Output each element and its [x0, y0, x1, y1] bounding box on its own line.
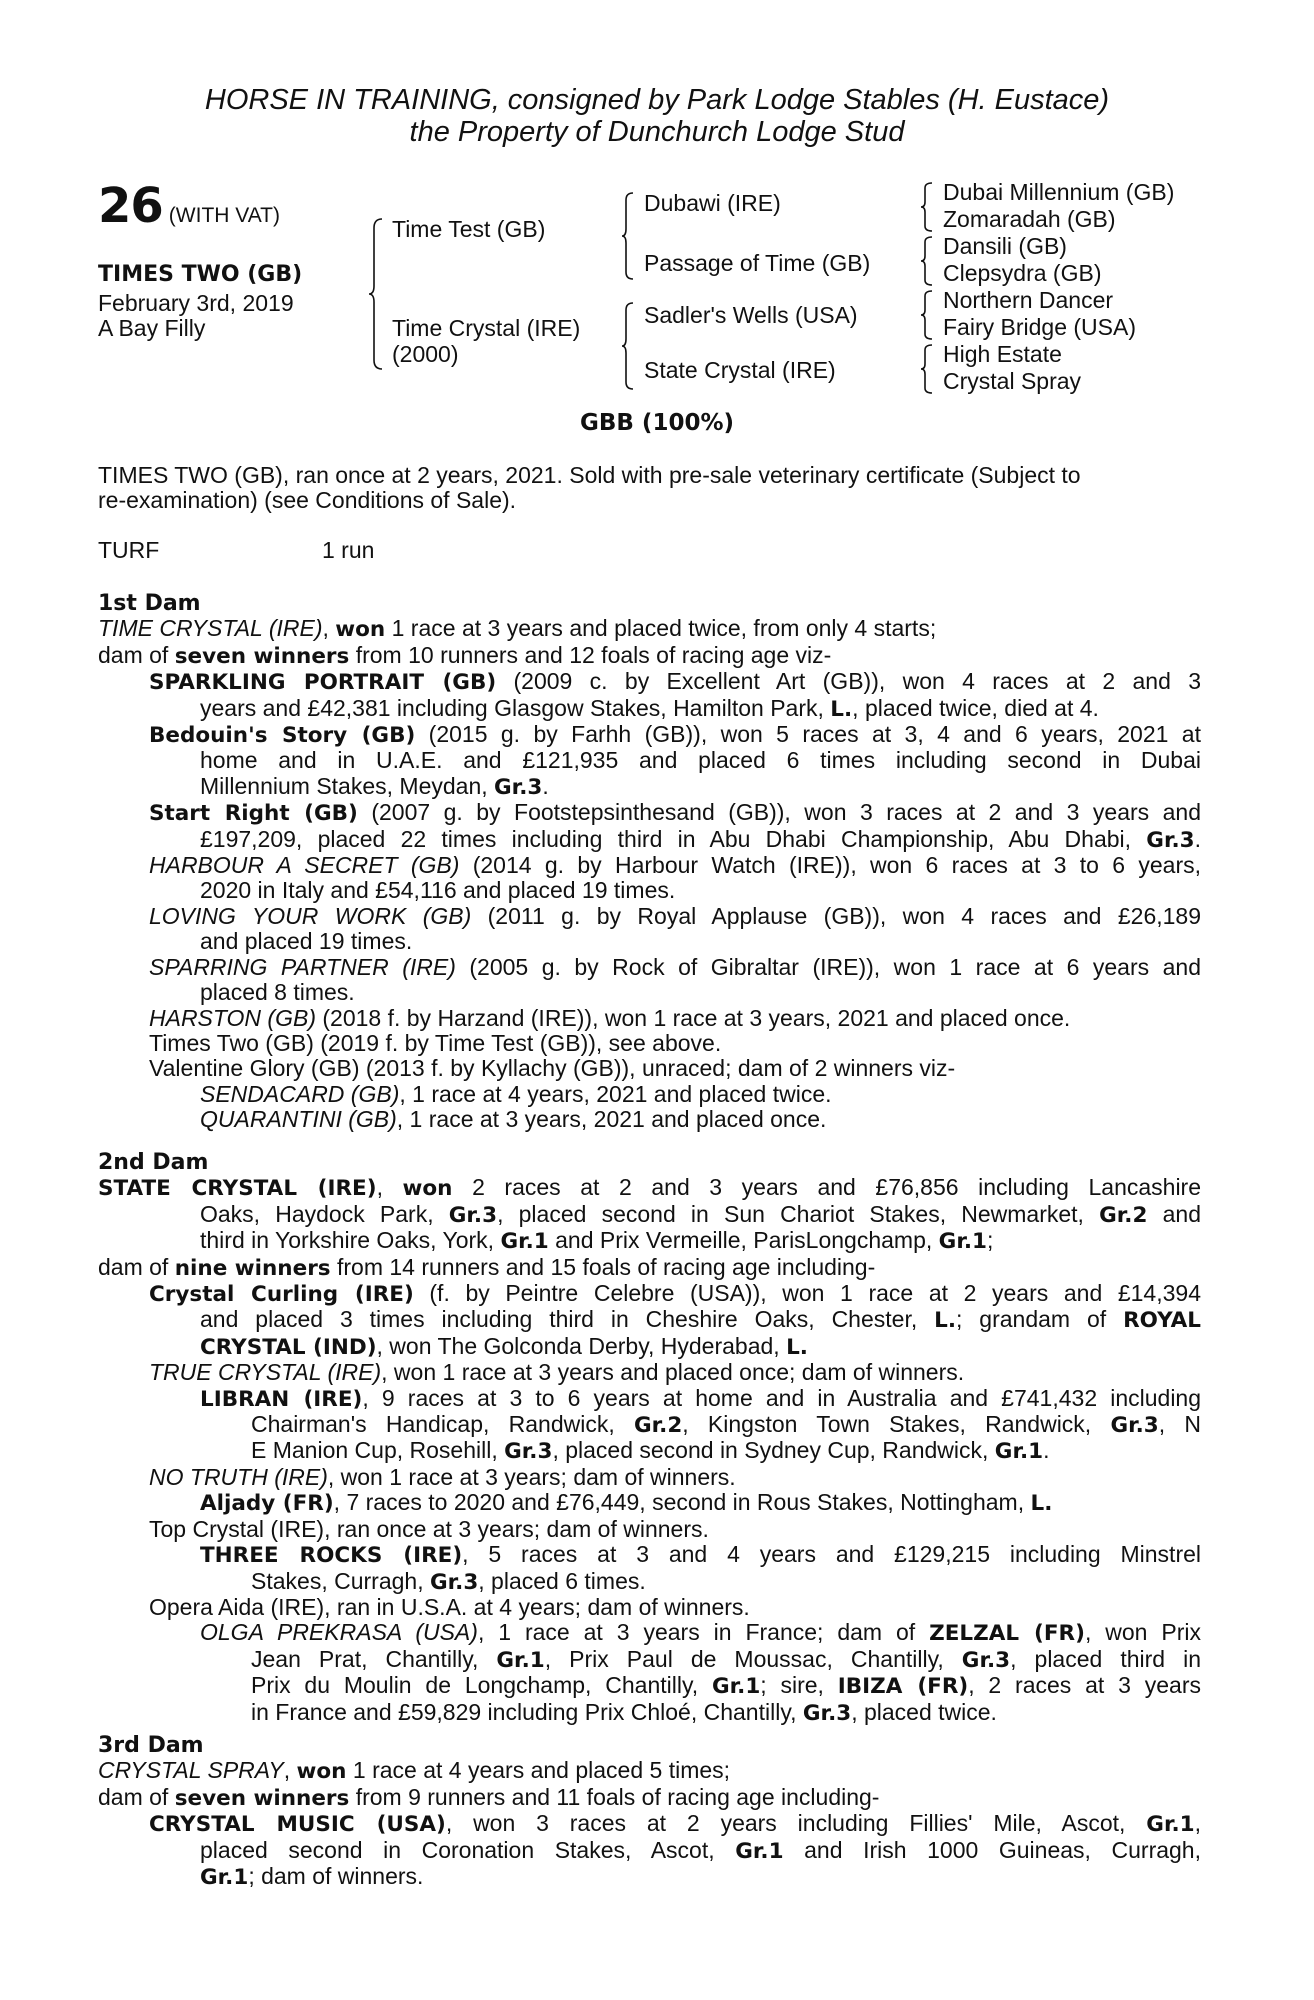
text-run: , placed twice.: [851, 1698, 997, 1725]
text-run: , 1 race at 3 years, 2021 and placed once.: [396, 1106, 827, 1133]
bold-text-run: CRYSTAL MUSIC (USA): [149, 1812, 446, 1838]
text-run: (2015 g. by Farhh (GB)), won 5 races at 3, 4 and 6 years, 2021 at: [415, 721, 1201, 748]
text-line: [98, 1438, 1201, 1464]
text-run: , N: [1158, 1411, 1201, 1438]
bold-text-run: won: [296, 1759, 347, 1785]
pedigree-ggen-1: Dubai Millennium (GB): [943, 179, 1175, 205]
bold-text-run: L.: [830, 696, 853, 722]
text-run: , 1 race at 4 years, 2021 and placed twice.: [399, 1080, 832, 1107]
pedigree-brace-gg-1: [920, 182, 934, 232]
text-line: [98, 1465, 1201, 1490]
bold-text-run: L.: [1030, 1491, 1053, 1517]
text-run: (2018 f. by Harzand (IRE)), won 1 race at 3 years, 2021 and placed once.: [315, 1004, 1071, 1031]
text-line: [98, 929, 1201, 954]
bold-text-run: STATE CRYSTAL (IRE): [98, 1176, 377, 1202]
bold-text-run: L.: [786, 1334, 808, 1360]
text-run: ; grandam of: [956, 1306, 1124, 1333]
text-run: , won 3 races at 2 years including Fillies' Mile, Ascot,: [445, 1810, 1147, 1837]
text-run: placed second in Coronation Stakes, Ascot,: [200, 1836, 736, 1863]
italic-text-run: QUARANTINI (GB): [200, 1106, 397, 1133]
text-run: Valentine Glory (GB) (2013 f. by Kyllachy (GB)), unraced; dam of 2 winners viz-: [149, 1055, 956, 1082]
bold-text-run: Gr.3: [494, 774, 543, 800]
text-run: E Manion Cup, Rosehill,: [251, 1437, 505, 1464]
italic-text-run: LOVING YOUR WORK (GB): [149, 902, 472, 929]
header-line-1: HORSE IN TRAINING, consigned by Park Lodge Stables (H. Eustace): [204, 84, 1110, 116]
bold-text-run: Gr.2: [633, 1413, 683, 1439]
bold-text-run: Aljady (FR): [200, 1491, 334, 1517]
bold-text-run: Crystal Curling (IRE): [149, 1282, 414, 1308]
section-heading: 2nd Dam: [98, 1150, 209, 1175]
pedigree-dam: Time Crystal (IRE): [392, 315, 581, 341]
text-run: , placed second in Sydney Cup, Randwick,: [552, 1437, 995, 1464]
bold-text-run: CRYSTAL (IND): [200, 1334, 377, 1360]
bold-text-run: Start Right (GB): [149, 801, 358, 827]
text-run: (2014 g. by Harbour Watch (IRE)), won 6 races at 3 to 6 years,: [459, 852, 1201, 879]
pedigree-sire: Time Test (GB): [392, 216, 546, 242]
first-dam-section: [98, 591, 1201, 1133]
text-line: [98, 696, 1201, 722]
pedigree-ggen-7: High Estate: [943, 341, 1062, 367]
text-run: , 1 race at 3 years in France; dam of: [477, 1619, 930, 1646]
text-line: [98, 1811, 1201, 1837]
text-line: [98, 1386, 1201, 1412]
text-run: (2009 c. by Excellent Art (GB)), won 4 races at 2 and 3: [496, 668, 1201, 695]
bold-text-run: Gr.3: [802, 1700, 852, 1726]
text-run: Prix du Moulin de Longchamp, Chantilly,: [251, 1672, 712, 1699]
pedigree-dam-dam: State Crystal (IRE): [644, 357, 836, 383]
bold-text-run: seven winners: [174, 643, 350, 669]
pedigree-dam-year: (2000): [392, 341, 459, 367]
text-run: ,: [283, 1757, 297, 1784]
text-line: [98, 1175, 1201, 1201]
text-line: [98, 1620, 1201, 1646]
text-run: ; dam of winners.: [248, 1863, 424, 1890]
text-line: [98, 1542, 1201, 1568]
intro-line: TIMES TWO (GB), ran once at 2 years, 2021. Sold with pre-sale veterinary certificate (Subject to: [98, 462, 1081, 488]
text-line: [98, 643, 1201, 669]
header-line-2: the Property of Dunchurch Lodge Stud: [409, 116, 905, 148]
text-run: and: [1147, 1200, 1201, 1227]
bold-text-run: Bedouin's Story (GB): [149, 723, 416, 749]
text-run: ,: [376, 1174, 403, 1201]
text-run: ;: [986, 1227, 994, 1254]
text-run: , Kingston Town Stakes, Randwick,: [682, 1411, 1111, 1438]
text-run: ,: [1194, 1810, 1201, 1837]
record-surface: TURF: [98, 537, 160, 563]
text-line: [98, 748, 1201, 773]
text-line: [98, 827, 1201, 853]
text-run: in France and £59,829 including Prix Chloé, Chantilly,: [251, 1698, 803, 1725]
text-run: Millennium Stakes, Meydan,: [200, 772, 495, 799]
text-line: [98, 722, 1201, 748]
text-run: placed 8 times.: [200, 979, 355, 1006]
text-run: , won 1 race at 3 years; dam of winners.: [327, 1463, 736, 1490]
italic-text-run: TRUE CRYSTAL (IRE): [149, 1359, 382, 1386]
text-run: £197,209, placed 22 times including third in Abu Dhabi Championship, Abu Dhabi,: [200, 825, 1147, 852]
bold-text-run: ZELZAL (FR): [929, 1621, 1085, 1647]
second-dam-section: [98, 1150, 1201, 1726]
text-run: .: [1194, 825, 1201, 852]
text-run: (2011 g. by Royal Applause (GB)), won 4 races and £26,189: [471, 902, 1201, 929]
pedigree-dam-sire: Sadler's Wells (USA): [644, 302, 858, 328]
text-line: [98, 1255, 1201, 1281]
text-run: Top Crystal (IRE), ran once at 3 years; dam of winners.: [149, 1515, 709, 1542]
text-run: Stakes, Curragh,: [251, 1567, 430, 1594]
text-line: [98, 904, 1201, 929]
bold-text-run: IBIZA (FR): [837, 1674, 969, 1700]
text-run: from 14 runners and 15 foals of racing age including-: [330, 1253, 876, 1280]
text-run: 2 races at 2 and 3 years and £76,856 including Lancashire: [452, 1174, 1202, 1201]
text-line: [98, 1569, 1201, 1595]
page-header: [0, 84, 1314, 148]
bold-text-run: won: [335, 617, 386, 643]
text-run: years and £42,381 including Glasgow Stakes, Hamilton Park,: [200, 694, 831, 721]
horse-description: A Bay Filly: [98, 315, 206, 341]
text-run: and Prix Vermeille, ParisLongchamp,: [548, 1227, 939, 1254]
pedigree-brace-gg-2: [920, 236, 934, 286]
text-line: [98, 1360, 1201, 1385]
text-line: [98, 1838, 1201, 1864]
pedigree-brace-main: [368, 218, 384, 370]
italic-text-run: NO TRUTH (IRE): [149, 1463, 328, 1490]
italic-text-run: HARBOUR A SECRET (GB): [149, 852, 460, 879]
bold-text-run: THREE ROCKS (IRE): [200, 1543, 463, 1569]
pedigree-brace-gg-3: [920, 290, 934, 340]
text-run: .: [542, 772, 549, 799]
bold-text-run: L.: [934, 1308, 957, 1334]
pedigree-sire-dam: Passage of Time (GB): [644, 250, 871, 276]
text-line: [98, 1202, 1201, 1228]
text-line: [98, 1228, 1201, 1254]
text-line: [98, 980, 1201, 1005]
italic-text-run: SENDACARD (GB): [200, 1080, 400, 1107]
text-run: from 10 runners and 12 foals of racing age viz-: [349, 641, 832, 668]
text-run: , Prix Paul de Moussac, Chantilly,: [544, 1645, 962, 1672]
text-run: Opera Aida (IRE), ran in U.S.A. at 4 years; dam of winners.: [149, 1593, 750, 1620]
bold-text-run: Gr.2: [1099, 1202, 1148, 1228]
italic-text-run: OLGA PREKRASA (USA): [200, 1619, 478, 1646]
text-line: [98, 669, 1201, 695]
pedigree-sire-sire: Dubawi (IRE): [644, 190, 781, 216]
text-line: [98, 1758, 1201, 1784]
text-line: [98, 1864, 1201, 1890]
text-line: [98, 800, 1201, 826]
text-run: , won Prix: [1084, 1619, 1201, 1646]
text-run: and placed 3 times including third in Cheshire Oaks, Chester,: [200, 1306, 935, 1333]
bold-text-run: Gr.1: [200, 1865, 249, 1891]
text-run: home and in U.A.E. and £121,935 and placed 6 times including second in Dubai: [200, 747, 1201, 774]
horse-name: TIMES TWO (GB): [98, 262, 303, 287]
text-line: [98, 1006, 1201, 1031]
pedigree-ggen-4: Clepsydra (GB): [943, 260, 1102, 286]
intro-line: re-examination) (see Conditions of Sale).: [98, 487, 517, 514]
italic-text-run: HARSTON (GB): [149, 1004, 316, 1031]
bold-text-run: Gr.3: [429, 1569, 479, 1595]
text-run: ; sire,: [760, 1672, 838, 1699]
text-run: Chairman's Handicap, Randwick,: [251, 1411, 634, 1438]
text-run: dam of: [98, 1783, 175, 1810]
text-run: (2007 g. by Footstepsinthesand (GB)), won 3 races at 2 and 3 years and: [357, 799, 1201, 826]
foaling-date: February 3rd, 2019: [98, 290, 294, 316]
text-line: [98, 1517, 1201, 1542]
text-run: (f. by Peintre Celebre (USA)), won 1 race at 2 years and £14,394: [413, 1280, 1201, 1307]
bold-text-run: nine winners: [174, 1255, 331, 1281]
lot-heading: [98, 178, 280, 234]
vat-label: (WITH VAT): [168, 204, 280, 227]
text-line: [98, 1031, 1201, 1056]
bold-text-run: Gr.1: [994, 1439, 1044, 1465]
text-run: , placed third in: [1010, 1645, 1201, 1672]
pedigree-ggen-2: Zomaradah (GB): [943, 206, 1116, 232]
text-run: , 2 races at 3 years: [968, 1672, 1201, 1699]
text-line: [98, 1595, 1201, 1620]
text-line: [98, 955, 1201, 980]
bold-text-run: won: [402, 1176, 453, 1202]
text-run: dam of: [98, 1253, 175, 1280]
record-runs: 1 run: [322, 537, 375, 563]
text-line: [98, 1412, 1201, 1438]
text-run: , won 1 race at 3 years and placed once; dam of winners.: [381, 1359, 965, 1386]
text-run: and placed 19 times.: [200, 928, 413, 955]
pedigree-ggen-8: Crystal Spray: [943, 368, 1082, 394]
bold-text-run: SPARKLING PORTRAIT (GB): [149, 670, 497, 696]
text-line: [98, 1700, 1201, 1726]
text-run: 1 race at 3 years and placed twice, from only 4 starts;: [385, 615, 937, 642]
text-run: , placed twice, died at 4.: [852, 694, 1099, 721]
text-line: [98, 1281, 1201, 1307]
text-line: [98, 1673, 1201, 1699]
italic-text-run: CRYSTAL SPRAY: [98, 1757, 284, 1784]
text-run: 2020 in Italy and £54,116 and placed 19 times.: [200, 877, 676, 904]
text-run: , placed second in Sun Chariot Stakes, Newmarket,: [497, 1200, 1100, 1227]
pedigree-ggen-5: Northern Dancer: [943, 287, 1114, 313]
text-run: ,: [322, 615, 336, 642]
bold-text-run: Gr.3: [448, 1202, 498, 1228]
intro-text: [98, 463, 1201, 514]
text-line: [98, 1490, 1201, 1516]
text-line: [98, 1307, 1201, 1333]
text-line: [98, 1056, 1201, 1081]
text-run: , won The Golconda Derby, Hyderabad,: [376, 1332, 787, 1359]
text-run: dam of: [98, 641, 175, 668]
text-run: , 9 races at 3 to 6 years at home and in Australia and £741,432 including: [362, 1384, 1202, 1411]
text-run: (2005 g. by Rock of Gibraltar (IRE)), won 1 race at 6 years and: [455, 953, 1201, 980]
text-line: [98, 616, 1201, 642]
section-heading: 1st Dam: [98, 591, 201, 616]
text-run: and Irish 1000 Guineas, Curragh,: [783, 1836, 1201, 1863]
text-run: Times Two (GB) (2019 f. by Time Test (GB)), see above.: [149, 1029, 722, 1056]
text-run: Oaks, Haydock Park,: [200, 1200, 449, 1227]
bold-text-run: Gr.3: [504, 1439, 553, 1465]
text-line: [98, 1107, 1201, 1132]
pedigree-ggen-6: Fairy Bridge (USA): [943, 314, 1136, 340]
horse-details: [98, 262, 302, 341]
text-line: [98, 1334, 1201, 1360]
lot-number: 26: [98, 178, 163, 234]
text-run: from 9 runners and 11 foals of racing age including-: [349, 1783, 880, 1810]
bold-text-run: Gr.3: [1146, 827, 1195, 853]
text-run: , placed 6 times.: [478, 1567, 646, 1594]
bold-text-run: seven winners: [174, 1785, 350, 1811]
text-line: [98, 853, 1201, 878]
bold-text-run: Gr.3: [961, 1647, 1011, 1673]
pedigree-brace-dam: [621, 302, 635, 390]
bold-text-run: Gr.1: [500, 1229, 549, 1255]
bold-text-run: Gr.3: [1110, 1413, 1159, 1439]
text-run: , 7 races to 2020 and £76,449, second in Rous Stakes, Nottingham,: [333, 1489, 1031, 1516]
text-run: third in Yorkshire Oaks, York,: [200, 1227, 501, 1254]
italic-text-run: SPARRING PARTNER (IRE): [149, 953, 456, 980]
bold-text-run: Gr.1: [711, 1674, 761, 1700]
bold-text-run: Gr.1: [496, 1647, 545, 1673]
text-run: .: [1043, 1437, 1050, 1464]
text-run: Jean Prat, Chantilly,: [251, 1645, 497, 1672]
bold-text-run: Gr.1: [938, 1229, 987, 1255]
pedigree-brace-gg-4: [920, 344, 934, 394]
text-line: [98, 1647, 1201, 1673]
text-line: [98, 774, 1201, 800]
third-dam-section: [98, 1733, 1201, 1890]
text-line: [98, 1785, 1201, 1811]
section-heading: 3rd Dam: [98, 1733, 204, 1758]
text-line: [98, 878, 1201, 903]
bold-text-run: LIBRAN (IRE): [200, 1386, 363, 1412]
pedigree-brace-sire: [621, 192, 635, 280]
breeding-percentage: GBB (100%): [579, 410, 735, 436]
text-run: 1 race at 4 years and placed 5 times;: [346, 1757, 731, 1784]
bold-text-run: Gr.1: [1146, 1812, 1195, 1838]
bold-text-run: Gr.1: [735, 1838, 784, 1864]
italic-text-run: TIME CRYSTAL (IRE): [98, 615, 323, 642]
pedigree-ggen-3: Dansili (GB): [943, 233, 1067, 259]
text-line: [98, 1082, 1201, 1107]
bold-text-run: ROYAL: [1123, 1308, 1201, 1334]
text-run: , 5 races at 3 and 4 years and £129,215 including Minstrel: [462, 1541, 1201, 1568]
